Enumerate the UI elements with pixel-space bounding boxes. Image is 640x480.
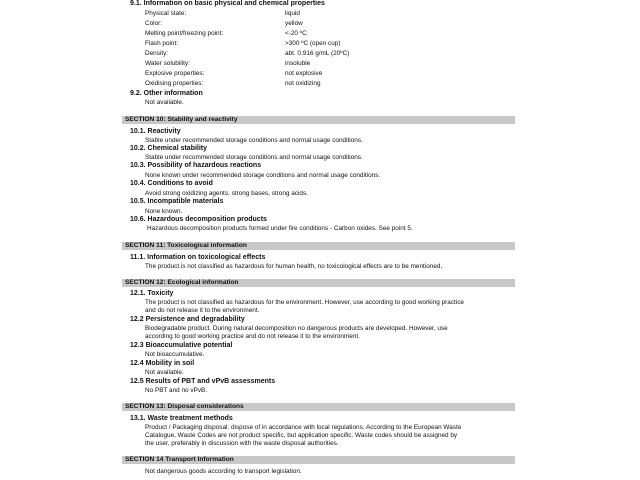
text-12-5: No PBT and no vPvB. <box>145 387 208 394</box>
prop-label: Oxidising properties: <box>145 80 204 87</box>
text-12-3: Not bioaccumulative. <box>145 351 205 358</box>
prop-value: insoluble <box>285 60 311 67</box>
text-13-1b: Catalogue, Waste Codes are not product specific, but application specific. Waste codes should be assigned by <box>145 432 458 439</box>
prop-value: abt. 0.916 g/mL (20ºC) <box>285 50 350 57</box>
prop-value: not explosive <box>285 70 323 77</box>
section-bar-13 <box>122 403 515 411</box>
heading-10-6: 10.6. Hazardous decomposition products <box>130 216 267 223</box>
section-bar-11 <box>122 242 515 250</box>
heading-10-3: 10.3. Possibility of hazardous reactions <box>130 162 262 169</box>
prop-value: yellow <box>285 20 303 27</box>
prop-value: >300 ºC (open cup) <box>285 40 341 47</box>
text-12-1a: The product is not classified as hazardous for the environment. However, use according to good working practice <box>145 299 464 306</box>
prop-label: Water solubility: <box>145 60 190 67</box>
section-bar-12 <box>122 279 515 287</box>
heading-10-2: 10.2. Chemical stability <box>130 145 208 152</box>
heading-11-1: 11.1. Information on toxicological effects <box>130 254 266 261</box>
text-10-6: Hazardous decomposition products formed under fire conditions - Carbon oxides. See point 5. <box>147 225 413 232</box>
heading-10-4: 10.4. Conditions to avoid <box>130 180 213 187</box>
section-title: SECTION 13: Disposal considerations <box>125 403 244 410</box>
text-10-4: Avoid strong oxidizing agents, strong bases, strong acids. <box>145 190 308 197</box>
prop-value: <-20 ºC <box>285 30 307 37</box>
heading-13-1: 13.1. Waste treatment methods <box>130 415 233 422</box>
section-title: SECTION 11: Toxicological information <box>125 242 247 249</box>
prop-label: Color: <box>145 20 163 27</box>
text-13-1a: Product / Packaging disposal: dispose of in accordance with local regulations. According to the European Waste <box>145 424 462 431</box>
section-bar-10 <box>122 116 515 124</box>
text-9-2: Not available. <box>145 99 184 106</box>
heading-10-1: 10.1. Reactivity <box>130 128 181 135</box>
text-10-1: Stable under recommended storage conditions and normal usage conditions. <box>145 137 363 144</box>
text-11-1: The product is not classified as hazardous for human health, no toxicological effects are to be mentioned. <box>145 263 443 270</box>
heading-12-2: 12.2 Persistence and degradability <box>130 316 245 323</box>
prop-value: not oxidizing <box>285 80 321 87</box>
section-title: SECTION 14 Transport Information <box>125 456 234 463</box>
text-12-1b: and do not release it to the environment. <box>145 307 260 314</box>
prop-label: Physical state: <box>145 10 187 17</box>
prop-label: Melting point/freezing point: <box>145 30 224 37</box>
section-title: SECTION 10: Stability and reactivity <box>125 116 238 123</box>
text-12-2b: according to good working practice and do not release it to the environment. <box>145 333 360 340</box>
prop-label: Explosive properties: <box>145 70 205 77</box>
prop-value: liquid <box>285 10 300 17</box>
text-10-3: None known under recommended storage conditions and normal usage conditions. <box>145 172 381 179</box>
text-10-2: Stable under recommended storage conditions and normal usage conditions. <box>145 154 363 161</box>
text-12-2a: Biodegradable product. During natural decomposition no dangerous products are developed. However, use <box>145 325 448 332</box>
text-12-4: Not available. <box>145 369 184 376</box>
text-13-1c: the user, preferably in discussion with the waste disposal authorities. <box>145 440 339 447</box>
prop-label: Density: <box>145 50 169 57</box>
heading-9-2: 9.2. Other information <box>130 90 203 97</box>
heading-12-4: 12.4 Mobility in soil <box>130 360 195 367</box>
heading-12-1: 12.1. Toxicity <box>130 290 174 297</box>
heading-10-5: 10.5. Incompatible materials <box>130 198 224 205</box>
text-10-5: None known. <box>145 208 183 215</box>
heading-12-5: 12.5 Results of PBT and vPvB assessments <box>130 378 276 385</box>
section-title: SECTION 12: Ecological information <box>125 279 239 286</box>
text-14: Not dangerous goods according to transport legislation. <box>145 468 302 475</box>
section-bar-14 <box>122 456 515 464</box>
heading-9-1: 9.1. Information on basic physical and chemical properties <box>130 0 325 7</box>
heading-12-3: 12.3 Bioaccumulative potential <box>130 342 233 349</box>
prop-label: Flash point: <box>145 40 179 47</box>
